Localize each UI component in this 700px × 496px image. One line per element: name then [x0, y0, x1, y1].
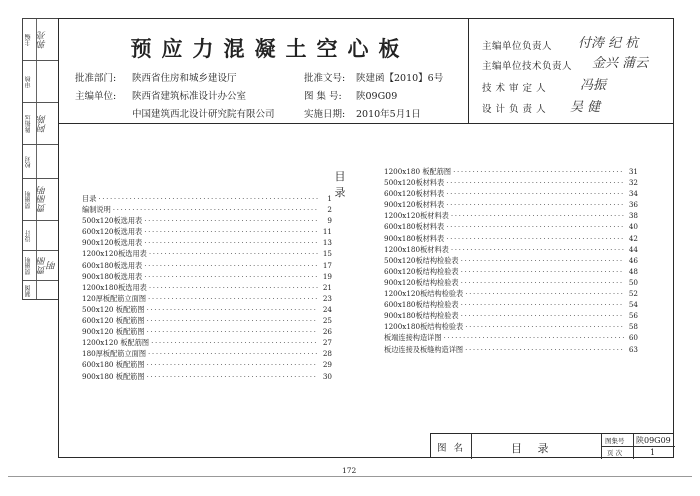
toc-item-page: 17 [322, 260, 332, 270]
impl-date: 2010年5月1日 [356, 109, 421, 120]
toc-item-page: 34 [628, 189, 638, 199]
toc-item [384, 333, 638, 344]
toc-item-page: 27 [322, 338, 332, 348]
toc-leader-dots [465, 289, 624, 298]
toc-leader-dots [148, 349, 318, 358]
toc-leader-dots [147, 372, 318, 381]
toc-item-page: 38 [628, 211, 638, 221]
toc-item [384, 222, 638, 233]
toc-item [384, 311, 638, 322]
toc-item-page: 40 [628, 222, 638, 232]
toc-item [384, 245, 638, 256]
toc-item-label: 编制说明 [82, 205, 111, 215]
resp-label: 主编单位技术负责人 [482, 61, 573, 72]
toc-leader-dots [98, 194, 318, 203]
title-block-divider [471, 434, 472, 459]
strip-cell [23, 179, 58, 221]
toc-item [384, 300, 638, 311]
toc-item-label: 600x120板材料表 [384, 189, 445, 199]
toc-item-label: 500x120板材料表 [384, 178, 445, 188]
page-number: 172 [342, 466, 357, 475]
toc-leader-dots [461, 256, 624, 265]
toc-item-page: 63 [628, 344, 638, 354]
toc-item-label: 600x180板选用表 [82, 260, 143, 270]
toc-item [384, 167, 638, 178]
toc-item-label: 500x120板选用表 [82, 216, 143, 226]
toc-item-label: 1200x180 板配筋图 [384, 167, 452, 176]
toc-item-page: 15 [322, 249, 332, 259]
toc-item [82, 261, 332, 272]
toc-item-page: 11 [322, 227, 332, 237]
toc-leader-dots [144, 216, 318, 225]
toc-item-page: 36 [628, 200, 638, 210]
approval-doc-label: 批准文号: [304, 73, 346, 84]
toc-item [82, 305, 332, 316]
toc-item-page: 29 [322, 360, 332, 370]
toc-item-label: 1200x120板结构检验表 [384, 289, 464, 299]
toc-item-label: 1200x120板材料表 [384, 211, 449, 221]
toc-item [384, 267, 638, 278]
toc-item [384, 189, 638, 200]
toc-item-label: 900x180板材料表 [384, 233, 445, 243]
strip-signature: 贾丽明 [38, 257, 58, 275]
title-block-atlas-label: 图集号 [605, 437, 625, 445]
toc-item-page: 46 [628, 255, 638, 265]
toc-leader-dots [147, 305, 318, 314]
title-block-row-divider [601, 446, 675, 447]
title-block-page-value: 1 [650, 448, 656, 457]
toc-item [82, 238, 332, 249]
resp-signature: 吴 健 [570, 100, 601, 115]
toc-item [384, 178, 638, 189]
strip-label: 贾丽明 [25, 191, 32, 209]
toc-item [82, 194, 332, 205]
editor-unit: 陕西省建筑标准设计办公室 [132, 91, 247, 102]
toc-item-page: 32 [628, 178, 638, 188]
toc-item [384, 322, 638, 333]
toc-item-page: 19 [322, 271, 332, 281]
toc-item [82, 349, 332, 360]
resp-signature: 金兴 蒲云 [592, 56, 649, 71]
toc-leader-dots [151, 338, 318, 347]
toc-item [82, 227, 332, 238]
toc-leader-dots [444, 333, 624, 342]
strip-cell [23, 61, 58, 103]
toc-leader-dots [446, 178, 624, 187]
strip-label: 主编 [25, 34, 32, 46]
approval-dept: 陕西省住房和城乡建设厅 [132, 73, 237, 84]
toc-leader-dots [446, 189, 624, 198]
toc-leader-dots [147, 360, 318, 369]
toc-item [82, 294, 332, 305]
toc-leader-dots [113, 205, 318, 214]
atlas-no-label: 图 集 号: [304, 91, 342, 102]
toc-leader-dots [446, 234, 624, 243]
toc-leader-dots [144, 238, 318, 247]
toc-item [384, 200, 638, 211]
toc-item-page: 30 [322, 371, 332, 381]
page-bottom-rule [8, 476, 692, 477]
toc-item [82, 249, 332, 260]
toc-leader-dots [144, 227, 318, 236]
impl-date-label: 实施日期: [304, 109, 346, 120]
toc-item [384, 278, 638, 289]
header-vertical-divider [468, 18, 469, 123]
toc-item-label: 900x180板选用表 [82, 271, 143, 281]
strip-cell [23, 221, 58, 251]
strip-label: 贾丽明 [25, 257, 32, 275]
toc-item [384, 345, 638, 356]
toc-leader-dots [149, 283, 318, 292]
toc-item-page: 60 [628, 333, 638, 343]
title-block-page-label: 页 次 [607, 449, 623, 457]
toc-left-column [82, 194, 332, 383]
toc-item-page: 13 [322, 238, 332, 248]
toc-item-page: 1 [327, 194, 332, 203]
toc-item-page: 50 [628, 277, 638, 287]
toc-item [82, 360, 332, 371]
title-block-atlas-value: 陕09G09 [636, 436, 671, 445]
toc-item-page: 23 [322, 293, 332, 303]
toc-item-label: 1200x180板材料表 [384, 244, 449, 254]
editor-unit-label: 主编单位: [75, 91, 117, 102]
toc-leader-dots [144, 261, 318, 270]
title-block-name: 目 录 [511, 442, 555, 455]
toc-item-page: 48 [628, 266, 638, 276]
toc-item-label: 1200x120板选用表 [82, 249, 147, 259]
approval-dept-label: 批准部门: [75, 73, 117, 84]
toc-item-label: 180厚板配筋立面图 [82, 349, 147, 359]
strip-signature: 贾丽明 [38, 186, 48, 214]
title-block-name-label: 图 名 [437, 443, 466, 454]
toc-item-label: 500x120 板配筋图 [82, 304, 145, 314]
toc-leader-dots [144, 272, 318, 281]
toc-item-page: 44 [628, 244, 638, 254]
toc-item-label: 900x180板结构检验表 [384, 311, 459, 321]
toc-leader-dots [451, 211, 624, 220]
toc-leader-dots [461, 267, 624, 276]
strip-label: 校对 [25, 156, 32, 168]
approval-doc: 陕建函【2010】6号 [356, 73, 444, 84]
toc-item-label: 900x120 板配筋图 [82, 327, 145, 337]
toc-item-label: 120厚板配筋立面图 [82, 293, 147, 303]
toc-item [384, 256, 638, 267]
toc-item-label: 600x180板结构检验表 [384, 300, 459, 310]
title-block [430, 433, 674, 458]
strip-cell [23, 251, 58, 281]
strip-label: 制图 [25, 285, 32, 297]
strip-signature: 郭亮 [38, 31, 48, 49]
toc-item-label: 1200x120 板配筋图 [82, 338, 150, 348]
toc-item-page: 9 [327, 216, 332, 226]
toc-item-label: 600x180板材料表 [384, 222, 445, 232]
toc-item-label: 1200x180板结构检验表 [384, 322, 464, 332]
toc-item-label: 600x120板选用表 [82, 227, 143, 237]
strip-label: 陈振远 [25, 115, 32, 133]
strip-label: 审核 [25, 76, 32, 88]
toc-item-label: 600x120 板配筋图 [82, 316, 145, 326]
strip-cell [23, 103, 58, 145]
toc-item-label: 1200x180板选用表 [82, 282, 147, 292]
toc-item-label: 900x120板材料表 [384, 200, 445, 210]
toc-item-page: 26 [322, 327, 332, 337]
toc-item-page: 54 [628, 300, 638, 310]
toc-leader-dots [461, 278, 624, 287]
toc-item-label: 900x120板结构检验表 [384, 277, 459, 287]
toc-item [384, 211, 638, 222]
toc-item-page: 31 [628, 167, 638, 176]
atlas-no: 陕09G09 [356, 91, 398, 102]
toc-item-label: 500x120板结构检验表 [384, 255, 459, 265]
toc-item [82, 283, 332, 294]
resp-signature: 付涛 纪 杭 [578, 36, 639, 51]
toc-item-page: 52 [628, 289, 638, 299]
toc-leader-dots [461, 300, 624, 309]
toc-leader-dots [149, 249, 318, 258]
toc-item [82, 216, 332, 227]
side-signature-strip [22, 18, 58, 300]
toc-item-page: 21 [322, 282, 332, 292]
toc-item-label: 目录 [82, 194, 97, 203]
resp-label: 技 术 审 定 人 [482, 83, 547, 94]
toc-leader-dots [147, 327, 318, 336]
toc-title: 目 录 [334, 170, 376, 199]
editor-unit-secondary: 中国建筑西北设计研究院有限公司 [132, 109, 275, 120]
toc-item-label: 600x120板结构检验表 [384, 266, 459, 276]
toc-item-label: 板边连接及板缝构造详图 [384, 344, 464, 354]
toc-item-page: 42 [628, 233, 638, 243]
toc-item [384, 234, 638, 245]
toc-item [82, 272, 332, 283]
toc-item-page: 24 [322, 304, 332, 314]
toc-item [384, 289, 638, 300]
toc-item-page: 25 [322, 316, 332, 326]
resp-signature: 冯振 [580, 78, 607, 93]
strip-signature: 阿陈 [38, 115, 48, 133]
toc-item [82, 338, 332, 349]
toc-leader-dots [465, 345, 624, 354]
toc-leader-dots [453, 167, 624, 176]
toc-item-page: 58 [628, 322, 638, 332]
toc-item [82, 316, 332, 327]
toc-right-column [384, 167, 638, 356]
toc-leader-dots [446, 222, 624, 231]
header-divider [58, 123, 674, 124]
toc-leader-dots [451, 245, 624, 254]
toc-item-page: 2 [327, 205, 332, 215]
toc-leader-dots [461, 311, 624, 320]
strip-cell [23, 145, 58, 179]
resp-label: 主编单位负责人 [482, 41, 553, 52]
document-title: 预应力混凝土空心板 [130, 36, 410, 61]
strip-cell [23, 19, 58, 61]
strip-label: 设计 [25, 230, 32, 242]
toc-item-label: 板端连接构造详图 [384, 333, 442, 343]
resp-label: 设 计 负 责 人 [482, 104, 547, 115]
toc-item [82, 205, 332, 216]
toc-item-label: 900x120板选用表 [82, 238, 143, 248]
toc-item-label: 600x180 板配筋图 [82, 360, 145, 370]
toc-item [82, 327, 332, 338]
toc-leader-dots [148, 294, 318, 303]
toc-item-label: 900x180 板配筋图 [82, 371, 145, 381]
toc-leader-dots [147, 316, 318, 325]
toc-item-page: 56 [628, 311, 638, 321]
toc-leader-dots [465, 322, 624, 331]
toc-item-page: 28 [322, 349, 332, 359]
strip-cell [23, 281, 58, 301]
toc-leader-dots [446, 200, 624, 209]
toc-item [82, 372, 332, 383]
